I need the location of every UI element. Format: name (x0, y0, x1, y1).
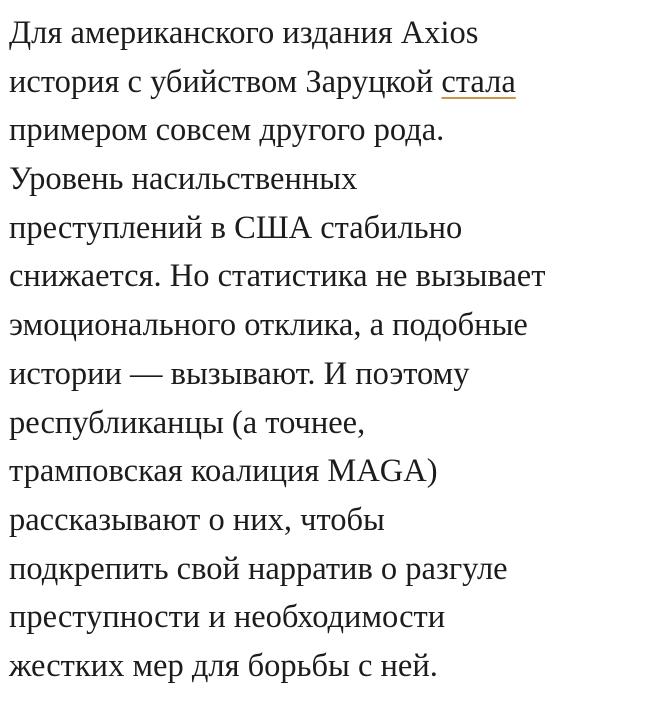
text-line: республиканцы (а точнее, (9, 404, 366, 441)
text-line: снижается. Но статистика не вызывает (9, 258, 546, 295)
text-line: эмоционального отклика, а подобные (9, 307, 528, 344)
text-line: Для американского издания Axios (9, 15, 479, 51)
article-paragraph (9, 9, 649, 691)
text-line: трамповская коалиция MAGA) (9, 453, 438, 490)
text-segment: история с убийством Заруцкой (9, 63, 442, 100)
text-line: подкрепить свой нарратив о разгуле (9, 550, 508, 587)
text-line (9, 58, 649, 107)
text-line: Уровень насильственных (9, 161, 358, 198)
text-line: истории — вызывают. И поэтому (9, 355, 470, 392)
text-line: примером совсем другого рода. (9, 112, 445, 149)
inline-link[interactable]: стала (441, 63, 516, 100)
text-line: преступлений в США стабильно (9, 209, 463, 246)
text-line: рассказывают о них, чтобы (9, 501, 385, 538)
text-line: преступности и необходимости (9, 599, 446, 636)
text-line: жестких мер для борьбы с ней. (9, 647, 438, 684)
